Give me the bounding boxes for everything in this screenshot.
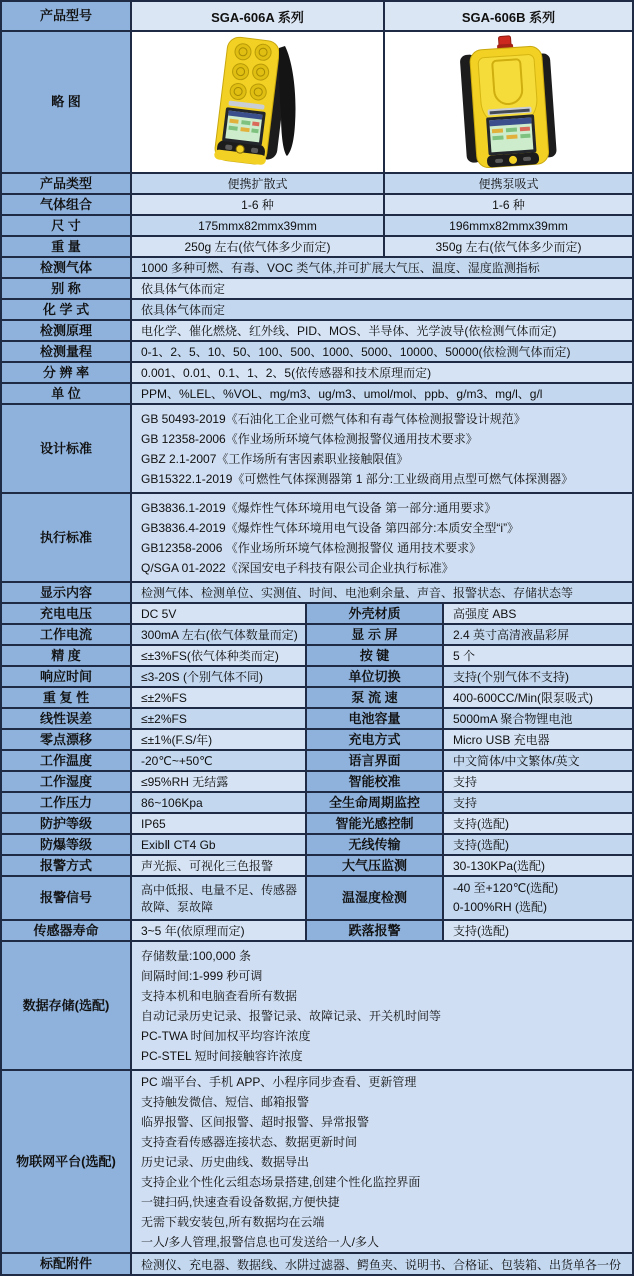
series-b-value: 1-6 种 — [383, 195, 632, 214]
row-value-block — [130, 405, 632, 492]
spec-line: GB12358-2006 《作业场所环境气体检测报警仪 通用技术要求》 — [141, 540, 482, 555]
device-606a-image — [173, 34, 343, 170]
row-value-left: -20℃~+50℃ — [130, 751, 305, 770]
device-606b-cell — [383, 32, 632, 172]
series-a-value: 1-6 种 — [130, 195, 383, 214]
row-label: 显示内容 — [2, 583, 130, 602]
row-label: 分 辨 率 — [2, 363, 130, 382]
row-label: 别 称 — [2, 279, 130, 298]
row-label: 检测气体 — [2, 258, 130, 277]
row-label-right: 全生命周期监控 — [305, 793, 442, 812]
row-label-left: 报警信号 — [2, 877, 130, 919]
row-label-right: 显 示 屏 — [305, 625, 442, 644]
row-label-left: 传感器寿命 — [2, 921, 130, 940]
row-value-block — [130, 1071, 632, 1252]
row-value-block — [130, 942, 632, 1069]
row-value-left: ≤3-20S (个别气体不同) — [130, 667, 305, 686]
spec-line: 一人/多人管理,报警信息也可发送给一人/多人 — [141, 1234, 380, 1249]
spec-line: 0-100%RH (选配) — [453, 900, 548, 914]
row-label-left: 精 度 — [2, 646, 130, 665]
table-row — [2, 875, 632, 919]
table-row — [2, 1069, 632, 1252]
row-value-right — [442, 877, 632, 919]
row-label: 化 学 式 — [2, 300, 130, 319]
spec-line: GB 12358-2006《作业场所环境气体检测报警仪通用技术要求》 — [141, 431, 478, 446]
spec-line: 支持触发微信、短信、邮箱报警 — [141, 1094, 310, 1109]
row-value-right: 5000mA 聚合物锂电池 — [442, 709, 632, 728]
table-row — [2, 707, 632, 728]
row-value-left: IP65 — [130, 814, 305, 833]
row-label: 产品类型 — [2, 174, 130, 193]
row-value-right: 支持(选配) — [442, 835, 632, 854]
row-label: 标配附件 — [2, 1254, 130, 1274]
row-label-left: 工作温度 — [2, 751, 130, 770]
table-row — [2, 749, 632, 770]
series-b-value: 350g 左右(依气体多少而定) — [383, 237, 632, 256]
spec-line: 无需下载安装包,所有数据均在云端 — [141, 1214, 325, 1229]
table-row — [2, 791, 632, 812]
table-row — [2, 193, 632, 214]
row-label-right: 无线传输 — [305, 835, 442, 854]
row-value-right: 30-130KPa(选配) — [442, 856, 632, 875]
row-value-left: ≤±2%FS — [130, 709, 305, 728]
spec-line: -40 至+120℃(选配) — [453, 881, 559, 895]
spec-line: 自动记录历史记录、报警记录、故障记录、开关机时间等 — [141, 1008, 442, 1023]
row-value-right: Micro USB 充电器 — [442, 730, 632, 749]
series-a-value: 175mmx82mmx39mm — [130, 216, 383, 235]
row-label: 数据存储(选配) — [2, 942, 130, 1069]
row-value-left: DC 5V — [130, 604, 305, 623]
table-row — [2, 340, 632, 361]
row-label: 执行标准 — [2, 494, 130, 581]
row-label: 尺 寸 — [2, 216, 130, 235]
row-label: 单 位 — [2, 384, 130, 403]
table-row — [2, 30, 632, 172]
row-value: 依具体气体而定 — [130, 279, 632, 298]
table-row — [2, 728, 632, 749]
table-row — [2, 940, 632, 1069]
table-row — [2, 235, 632, 256]
row-value-left: ≤±2%FS — [130, 688, 305, 707]
row-value-right: 支持(个别气体不支持) — [442, 667, 632, 686]
table-row — [2, 298, 632, 319]
row-label-left: 响应时间 — [2, 667, 130, 686]
table-row — [2, 686, 632, 707]
series-a-value: 便携扩散式 — [130, 174, 383, 193]
table-row — [2, 623, 632, 644]
spec-line: PC-TWA 时间加权平均容许浓度 — [141, 1028, 311, 1043]
row-value: PPM、%LEL、%VOL、mg/m3、ug/m3、umol/mol、ppb、g/m3、mg/l、g/l — [130, 384, 632, 403]
row-value-left: ≤±3%FS(依气体种类而定) — [130, 646, 305, 665]
table-row — [2, 2, 632, 30]
row-value-right: 2.4 英寸高清液晶彩屏 — [442, 625, 632, 644]
table-row — [2, 665, 632, 686]
table-row — [2, 602, 632, 623]
spec-line: 存储数量:100,000 条 — [141, 948, 252, 963]
row-label-right: 语言界面 — [305, 751, 442, 770]
table-row — [2, 770, 632, 791]
table-row — [2, 361, 632, 382]
row-value-left: 300mA 左右(依气体数量而定) — [130, 625, 305, 644]
row-label-right: 大气压监测 — [305, 856, 442, 875]
row-value: 0.001、0.01、0.1、1、2、5(依传感器和技术原理而定) — [130, 363, 632, 382]
row-label-right: 按 键 — [305, 646, 442, 665]
table-row — [2, 256, 632, 277]
spec-line: 一键扫码,快速查看设备数据,方便快捷 — [141, 1194, 340, 1209]
row-value-left: ≤95%RH 无结露 — [130, 772, 305, 791]
row-label-right: 外壳材质 — [305, 604, 442, 623]
row-label-left: 防护等级 — [2, 814, 130, 833]
row-label: 检测量程 — [2, 342, 130, 361]
row-label: 产品型号 — [2, 2, 130, 30]
row-label-left: 线性误差 — [2, 709, 130, 728]
spec-line: PC 端平台、手机 APP、小程序同步查看、更新管理 — [141, 1074, 417, 1089]
row-label-left: 零点漂移 — [2, 730, 130, 749]
spec-line: 临界报警、区间报警、超时报警、异常报警 — [141, 1114, 370, 1129]
device-606b-image — [429, 34, 589, 170]
row-label-right: 泵 流 速 — [305, 688, 442, 707]
row-label-left: 工作压力 — [2, 793, 130, 812]
row-label-left: 防爆等级 — [2, 835, 130, 854]
row-label-left: 重 复 性 — [2, 688, 130, 707]
row-label-left: 报警方式 — [2, 856, 130, 875]
row-label: 气体组合 — [2, 195, 130, 214]
spec-line: GB15322.1-2019《可燃性气体探测器第 1 部分:工业级商用点型可燃气体探测器》 — [141, 471, 574, 486]
row-label-right: 智能校准 — [305, 772, 442, 791]
table-row — [2, 172, 632, 193]
table-row — [2, 277, 632, 298]
row-label: 物联网平台(选配) — [2, 1071, 130, 1252]
row-value-left: 声光振、可视化三色报警 — [130, 856, 305, 875]
table-row — [2, 1252, 632, 1274]
series-b-value: 196mmx82mmx39mm — [383, 216, 632, 235]
spec-line: 支持企业个性化云组态场景搭建,创建个性化监控界面 — [141, 1174, 421, 1189]
row-value-block — [130, 494, 632, 581]
table-row — [2, 919, 632, 940]
row-label-left: 充电电压 — [2, 604, 130, 623]
row-value-left: 86~106Kpa — [130, 793, 305, 812]
row-label-left: 工作湿度 — [2, 772, 130, 791]
row-value-right: 支持 — [442, 772, 632, 791]
row-value-left: ExibⅡ CT4 Gb — [130, 835, 305, 854]
series-a-value: 250g 左右(依气体多少而定) — [130, 237, 383, 256]
spec-line: PC-STEL 短时间接触容许浓度 — [141, 1048, 303, 1063]
row-label-right: 智能光感控制 — [305, 814, 442, 833]
row-value: 电化学、催化燃烧、红外线、PID、MOS、半导体、光学波导(依检测气体而定) — [130, 321, 632, 340]
table-row — [2, 644, 632, 665]
row-value-right: 支持(选配) — [442, 921, 632, 940]
row-label-left: 工作电流 — [2, 625, 130, 644]
row-value-right: 5 个 — [442, 646, 632, 665]
row-label-right: 温湿度检测 — [305, 877, 442, 919]
table-row — [2, 833, 632, 854]
row-label-right: 充电方式 — [305, 730, 442, 749]
device-606a-cell — [130, 32, 383, 172]
row-value: 1000 多种可燃、有毒、VOC 类气体,并可扩展大气压、温度、湿度监测指标 — [130, 258, 632, 277]
row-value: 检测仪、充电器、数据线、水阱过滤器、鳄鱼夹、说明书、合格证、包装箱、出货单各一份 — [130, 1254, 632, 1274]
table-row — [2, 492, 632, 581]
table-row — [2, 403, 632, 492]
spec-line: 支持本机和电脑查看所有数据 — [141, 988, 298, 1003]
row-value-left: ≤±1%(F.S/年) — [130, 730, 305, 749]
row-value: 0-1、2、5、10、50、100、500、1000、5000、10000、50000(依检测气体而定) — [130, 342, 632, 361]
row-label-right: 单位切换 — [305, 667, 442, 686]
row-value-left: 高中低报、电量不足、传感器故障、泵故障 — [130, 877, 305, 919]
row-label: 略 图 — [2, 32, 130, 172]
row-value-left: 3~5 年(依原理而定) — [130, 921, 305, 940]
series-b-value: 便携泵吸式 — [383, 174, 632, 193]
row-label-right: 电池容量 — [305, 709, 442, 728]
row-label: 检测原理 — [2, 321, 130, 340]
row-value-right: 支持(选配) — [442, 814, 632, 833]
row-value-right: 高强度 ABS — [442, 604, 632, 623]
row-value: 依具体气体而定 — [130, 300, 632, 319]
series-a-header: SGA-606A 系列 — [130, 2, 383, 30]
row-label: 设计标准 — [2, 405, 130, 492]
spec-line: GB3836.4-2019《爆炸性气体环境用电气设备 第四部分:本质安全型“i”》 — [141, 520, 520, 535]
row-label-right: 跌落报警 — [305, 921, 442, 940]
series-b-header: SGA-606B 系列 — [383, 2, 632, 30]
row-label: 重 量 — [2, 237, 130, 256]
row-value: 检测气体、检测单位、实测值、时间、电池剩余量、声音、报警状态、存储状态等 — [130, 583, 632, 602]
table-row — [2, 382, 632, 403]
spec-line: GB 50493-2019《石油化工企业可燃气体和有毒气体检测报警设计规范》 — [141, 411, 526, 426]
row-value-right: 400-600CC/Min(限泵吸式) — [442, 688, 632, 707]
table-row — [2, 854, 632, 875]
table-row — [2, 812, 632, 833]
table-row — [2, 214, 632, 235]
table-row — [2, 319, 632, 340]
row-value-right: 中文简体/中文繁体/英文 — [442, 751, 632, 770]
spec-line: 历史记录、历史曲线、数据导出 — [141, 1154, 310, 1169]
spec-line: GB3836.1-2019《爆炸性气体环境用电气设备 第一部分:通用要求》 — [141, 500, 497, 515]
spec-line: 支持查看传感器连接状态、数据更新时间 — [141, 1134, 358, 1149]
row-value-right: 支持 — [442, 793, 632, 812]
table-row — [2, 581, 632, 602]
spec-line: 间隔时间:1-999 秒可调 — [141, 968, 263, 983]
spec-line: GBZ 2.1-2007《工作场所有害因素职业接触限值》 — [141, 451, 409, 466]
spec-line: Q/SGA 01-2022《深国安电子科技有限公司企业执行标准》 — [141, 560, 454, 575]
